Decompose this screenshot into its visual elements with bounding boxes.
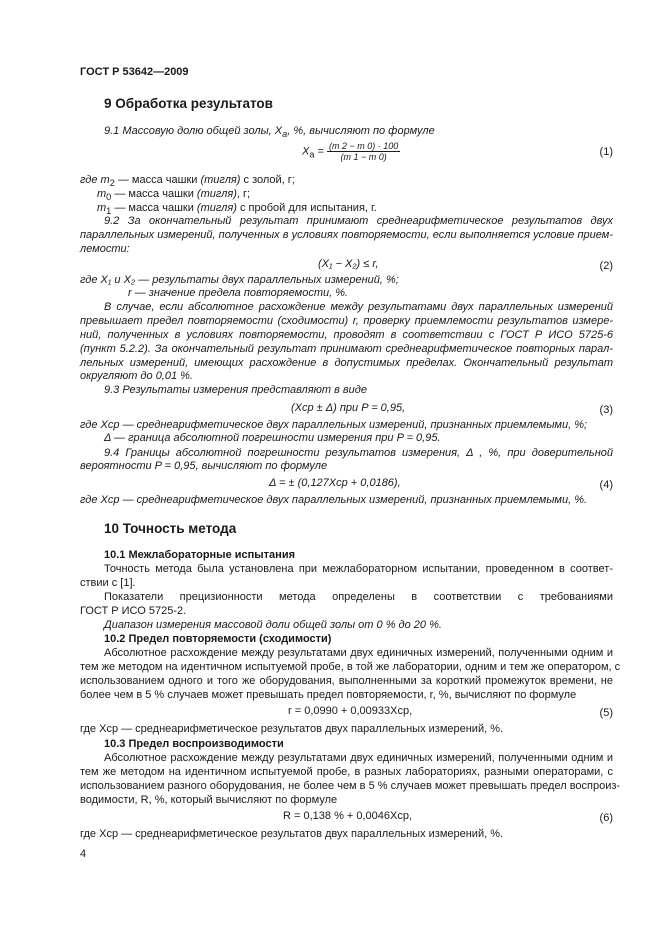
document-header: ГОСТ Р 53642—2009	[80, 66, 189, 78]
subsection-10-2-line-1: Абсолютное расхождение между результатами двух единичных измерений, полученными одним и	[104, 647, 613, 659]
where-1-line-1: где $m_2$ — масса чашки (тигля) с золой, г;	[80, 174, 295, 189]
precision-line-2: ГОСТ Р ИСО 5725-2.	[80, 605, 187, 617]
paragraph-9-3: 9.3 Результаты измерения представляют в виде	[104, 384, 367, 396]
measurement-range: Диапазон измерения массовой доли общей золы от 0 % до 20 %.	[104, 619, 442, 631]
subsection-10-1-title: 10.1 Межлабораторные испытания	[104, 549, 295, 561]
where-1-line-2: $m_0$ — масса чашки (тигля), г;	[97, 188, 251, 203]
precision-line-1: Показатели прецизионности метода определены в соответствии с требованиями	[104, 591, 613, 603]
subsection-10-2-line-3: использованием одного и того же оборудования, выполненными за короткий промежуток времени, не	[80, 675, 613, 687]
formula-4-number: (4)	[599, 479, 613, 491]
where-2-line-1: где X₁ и X₂ — результаты двух параллельных измерений, %;	[80, 274, 399, 286]
subsection-10-3-line-3: использованием разного оборудования, не более чем в 5 % случаев может превышать предел воспроиз-	[80, 780, 621, 792]
where-3-line-2: Δ — граница абсолютной погрешности измерения при P = 0,95.	[104, 432, 441, 444]
subsection-10-1-line-2: ствии с [1].	[80, 577, 136, 589]
paragraph-9-4-line-1: 9.4 Границы абсолютной погрешности результатов измерения, Δ , %, при доверительной	[104, 447, 613, 459]
paragraph-9-1: 9.1 Массовую долю общей золы, $X_a$, %, вычисляют по формуле	[104, 125, 435, 140]
formula-6: R = 0,138 % + 0,0046Xср,	[283, 810, 413, 822]
formula-3-number: (3)	[599, 404, 613, 416]
formula-1: $X_a$ = $\frac{(m 2 - m 0) \cdot 100}{(m 1 - m 0)}$	[302, 141, 399, 162]
paragraph-case-line-4: (пункт 5.2.2). За окончательный результат принимают среднеарифметическое повторных парал-	[80, 343, 613, 355]
formula-4: Δ = ± (0,127Xср + 0,0186),	[269, 477, 401, 489]
subsection-10-2-line-2: тем же методом на идентичном испытуемой пробе, в той же лаборатории, одним и тем же оператором, с	[80, 661, 621, 673]
paragraph-case-line-3: ний, полученных в условиях повторяемости, проводят в соответствии с ГОСТ Р ИСО 5725-6	[80, 329, 613, 341]
where-1-line-3: $m_1$ — масса чашки (тигля) с пробой для испытания, г.	[97, 202, 377, 217]
paragraph-9-2-line-3: лемости:	[80, 243, 130, 255]
paragraph-9-2-line-1: 9.2 За окончательный результат принимают среднеарифметическое результатов двух	[104, 215, 613, 227]
where-4: где Xср — среднеарифметическое двух параллельных измерений, признанных приемлемыми, %.	[80, 494, 588, 506]
paragraph-case-line-6: округляют до 0,01 %.	[80, 370, 193, 382]
subsection-10-3-line-2: тем же методом на идентичном испытуемой пробе, в разных лабораториях, разными операторами, с	[80, 766, 613, 778]
page-number: 4	[80, 848, 87, 860]
subsection-10-1-line-1: Точность метода была установлена при межлабораторном испытании, проведенном в соответ-	[104, 563, 613, 575]
where-6: где Xср — среднеарифметическое результатов двух параллельных измерений, %.	[80, 828, 504, 840]
paragraph-case-line-2: превышает предел повторяемости (сходимости) r, проверку приемлемости результатов измере-	[80, 315, 613, 327]
paragraph-9-4-line-2: вероятности P = 0,95, вычисляют по формуле	[80, 460, 328, 472]
paragraph-case-line-1: В случае, если абсолютное расхождение между результатами двух параллельных измерений	[104, 301, 613, 313]
formula-1-fraction: $\frac{(m 2 - m 0) \cdot 100}{(m 1 - m 0)}$	[328, 141, 399, 162]
section-9-title: 9 Обработка результатов	[104, 96, 273, 111]
formula-3: (Xср ± Δ) при P = 0,95,	[291, 402, 406, 414]
where-2-line-2: r — значение предела повторяемости, %.	[128, 287, 349, 299]
formula-5: r = 0,0990 + 0,00933Xср,	[288, 705, 413, 717]
subsection-10-3-line-4: водимости, R, %, который вычисляют по формуле	[80, 794, 338, 806]
formula-6-number: (6)	[599, 812, 613, 824]
section-10-title: 10 Точность метода	[104, 521, 237, 536]
formula-2: (X₁ − X₂) ≤ r,	[318, 258, 379, 270]
formula-5-number: (5)	[599, 707, 613, 719]
formula-1-number: (1)	[599, 146, 613, 158]
subsection-10-3-title: 10.3 Предел воспроизводимости	[104, 738, 284, 750]
subsection-10-2-title: 10.2 Предел повторяемости (сходимости)	[104, 633, 332, 645]
subsection-10-3-line-1: Абсолютное расхождение между результатами двух единичных измерений, полученными одним и	[104, 752, 613, 764]
subsection-10-2-line-4: более чем в 5 % случаев может превышать предел повторяемости, r, %, вычисляют по формуле	[80, 689, 577, 701]
formula-2-number: (2)	[599, 260, 613, 272]
where-5: где Xср — среднеарифметическое результатов двух параллельных измерений, %.	[80, 723, 504, 735]
paragraph-9-2-line-2: параллельных измерений, полученных в условиях повторяемости, если выполняется условие прием-	[80, 229, 613, 241]
paragraph-case-line-5: лельных измерений, имеющих расхождение в допустимых пределах. Окончательный результат	[80, 357, 613, 369]
where-3-line-1: где Xср — среднеарифметическое двух параллельных измерений, признанных приемлемыми, %;	[80, 419, 588, 431]
